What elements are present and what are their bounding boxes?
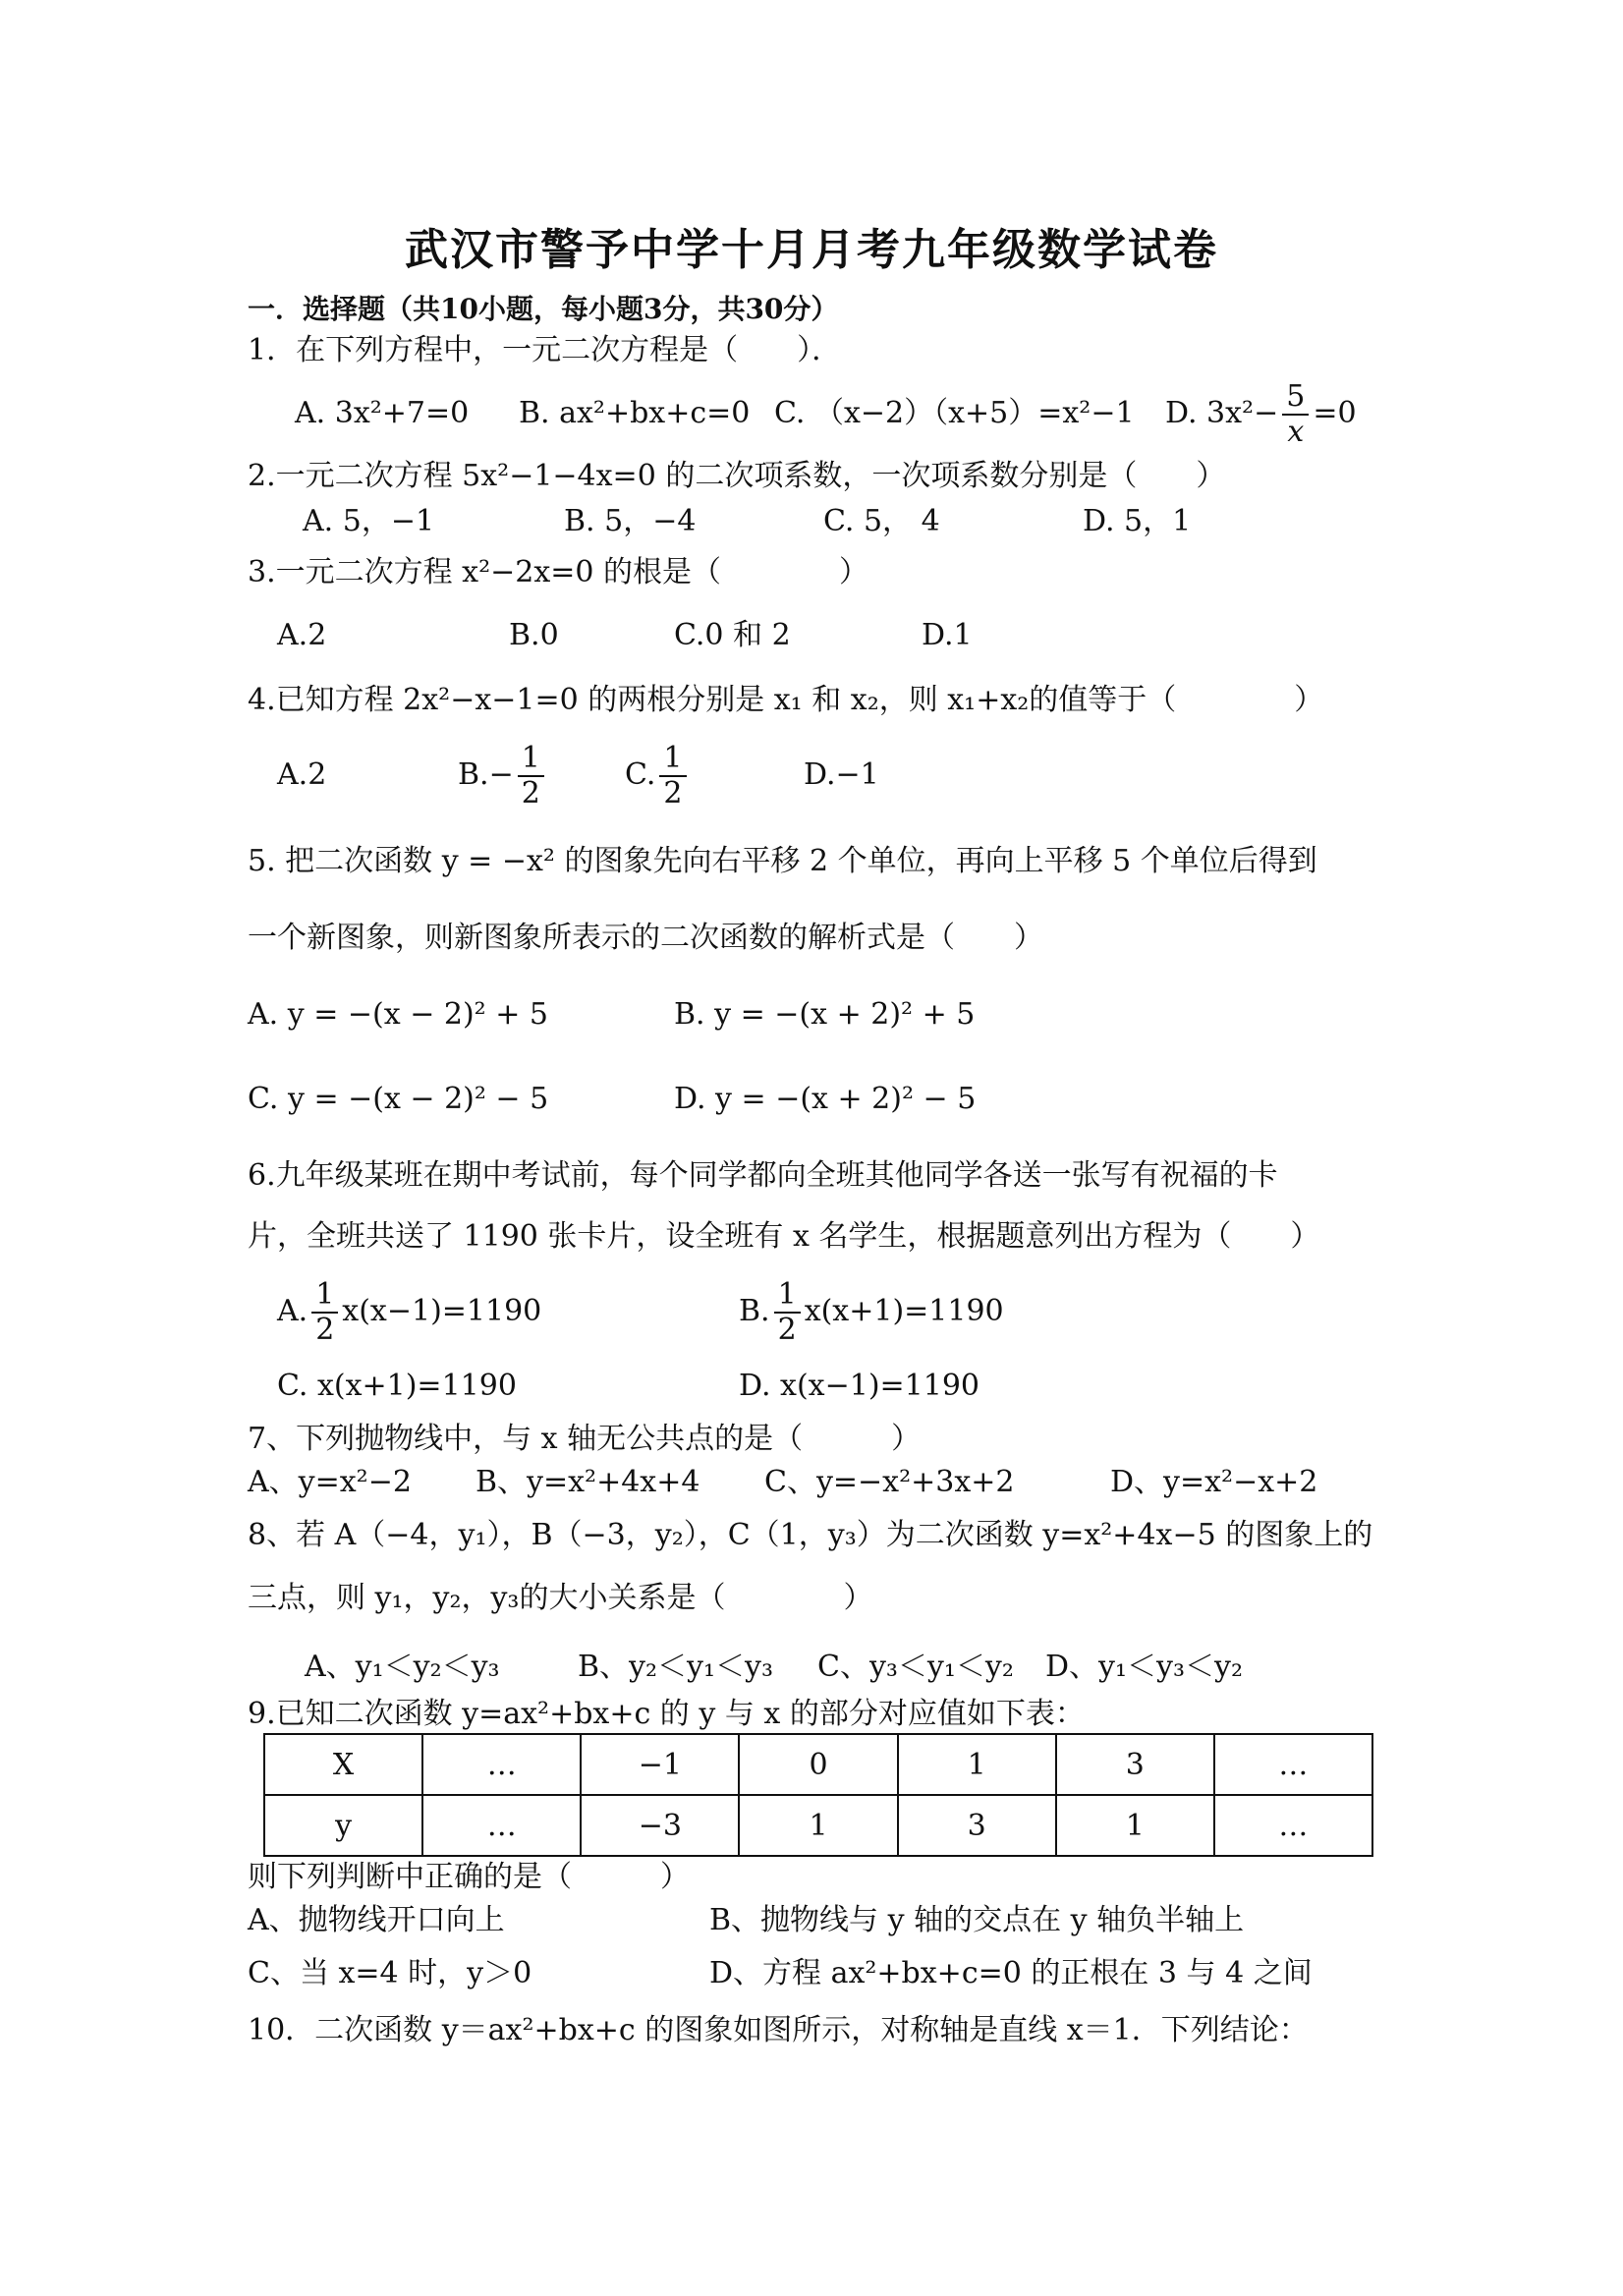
table-cell: … bbox=[1214, 1795, 1372, 1856]
question-5-stem-line-2: 一个新图象，则新图象所表示的二次函数的解析式是（ ） bbox=[248, 921, 1043, 955]
question-1-option-c: C. （x−2）（x+5）=x²−1 bbox=[774, 396, 1135, 430]
question-3-option-c: C.0 和 2 bbox=[674, 618, 791, 652]
question-8-option-a: A、y₁＜y₂＜y₃ bbox=[305, 1650, 500, 1684]
question-3-stem: 3.一元二次方程 x²−2x=0 的根是（ ） bbox=[248, 555, 869, 589]
table-cell: −3 bbox=[581, 1795, 739, 1856]
question-1-stem: 1．在下列方程中，一元二次方程是（ ）． bbox=[248, 333, 842, 367]
question-2-option-a: A. 5，−1 bbox=[303, 504, 435, 538]
option-d-suffix: =0 bbox=[1313, 396, 1357, 430]
option-d-prefix: D. 3x²− bbox=[1165, 396, 1279, 430]
table-cell: 0 bbox=[739, 1734, 897, 1795]
question-9-option-d: D、方程 ax²+bx+c=0 的正根在 3 与 4 之间 bbox=[709, 1956, 1313, 1990]
question-1-option-b: B. ax²+bx+c=0 bbox=[519, 396, 751, 430]
table-cell: 1 bbox=[898, 1734, 1056, 1795]
question-2-stem: 2.一元二次方程 5x²−1−4x=0 的二次项系数，一次项系数分别是（ ） bbox=[248, 459, 1226, 493]
question-4-option-d: D.−1 bbox=[804, 757, 879, 792]
option-b-prefix: B.− bbox=[458, 757, 514, 792]
table-cell: 1 bbox=[1056, 1795, 1214, 1856]
question-7-option-b: B、y=x²+4x+4 bbox=[476, 1465, 700, 1499]
question-5-option-d: D. y = −(x + 2)² − 5 bbox=[674, 1082, 977, 1116]
table-cell: 1 bbox=[739, 1795, 897, 1856]
question-10-stem: 10．二次函数 y＝ax²+bx+c 的图象如图所示，对称轴是直线 x＝1．下列结论： bbox=[248, 2013, 1309, 2047]
question-1-option-d bbox=[1165, 375, 1357, 452]
option-c-prefix: C. bbox=[625, 757, 656, 792]
fraction bbox=[774, 1278, 801, 1347]
question-2-option-d: D. 5，1 bbox=[1083, 504, 1192, 538]
question-6-stem-line-2: 片，全班共送了 1190 张卡片，设全班有 x 名学生，根据题意列出方程为（ ） bbox=[248, 1219, 1320, 1254]
question-6-option-b bbox=[739, 1275, 1004, 1348]
question-9-option-b: B、抛物线与 y 轴的交点在 y 轴负半轴上 bbox=[709, 1903, 1245, 1937]
denominator: 2 bbox=[315, 1313, 335, 1347]
option-a-suffix: x(x−1)=1190 bbox=[342, 1294, 542, 1328]
denominator: 2 bbox=[663, 776, 683, 811]
question-3-option-a: A.2 bbox=[277, 618, 327, 652]
table-cell: … bbox=[422, 1795, 581, 1856]
question-5-option-a: A. y = −(x − 2)² + 5 bbox=[248, 997, 548, 1032]
question-6-stem-line-1: 6.九年级某班在期中考试前，每个同学都向全班其他同学各送一张写有祝福的卡 bbox=[248, 1158, 1278, 1193]
table-cell: … bbox=[1214, 1734, 1372, 1795]
question-5-stem-line-1: 5. 把二次函数 y = −x² 的图象先向右平移 2 个单位，再向上平移 5 个单位后得到 bbox=[248, 844, 1317, 878]
table-cell: … bbox=[422, 1734, 581, 1795]
question-7-option-c: C、y=−x²+3x+2 bbox=[764, 1465, 1015, 1499]
option-b-suffix: x(x+1)=1190 bbox=[804, 1294, 1004, 1328]
fraction bbox=[518, 742, 544, 811]
question-4-stem: 4.已知方程 2x²−x−1=0 的两根分别是 x₁ 和 x₂，则 x₁+x₂的值等于（ ） bbox=[248, 683, 1324, 717]
table-row bbox=[264, 1734, 1372, 1795]
question-9-prompt: 则下列判断中正确的是（ ） bbox=[248, 1860, 690, 1894]
question-8-option-b: B、y₂＜y₁＜y₃ bbox=[578, 1650, 773, 1684]
numerator: 5 bbox=[1282, 380, 1309, 416]
option-b-prefix: B. bbox=[739, 1294, 770, 1328]
question-9-option-a: A、抛物线开口向上 bbox=[248, 1903, 505, 1937]
question-9-stem: 9.已知二次函数 y=ax²+bx+c 的 y 与 x 的部分对应值如下表： bbox=[248, 1697, 1085, 1731]
numerator: 1 bbox=[774, 1278, 801, 1314]
table-cell: −1 bbox=[581, 1734, 739, 1795]
question-3-option-b: B.0 bbox=[509, 618, 559, 652]
fraction bbox=[659, 742, 686, 811]
question-8-option-d: D、y₁＜y₃＜y₂ bbox=[1045, 1650, 1243, 1684]
numerator: 1 bbox=[311, 1278, 338, 1314]
question-8-option-c: C、y₃＜y₁＜y₂ bbox=[817, 1650, 1014, 1684]
question-8-stem-line-1: 8、若 A（−4，y₁），B（−3，y₂），C（1，y₃）为二次函数 y=x²+4x−5 的图象上的 bbox=[248, 1518, 1373, 1552]
question-5-option-c: C. y = −(x − 2)² − 5 bbox=[248, 1082, 549, 1116]
page-title: 武汉市警予中学十月月考九年级数学试卷 bbox=[405, 225, 1218, 275]
section-heading: 一．选择题（共10小题，每小题3分，共30分） bbox=[248, 293, 839, 325]
question-4-option-a: A.2 bbox=[277, 757, 327, 792]
fraction bbox=[311, 1278, 338, 1347]
denominator: 2 bbox=[521, 776, 540, 811]
question-5-option-b: B. y = −(x + 2)² + 5 bbox=[674, 997, 976, 1032]
question-3-option-d: D.1 bbox=[922, 618, 973, 652]
table-cell: X bbox=[264, 1734, 422, 1795]
value-table bbox=[263, 1733, 1373, 1857]
question-7-stem: 7、下列抛物线中，与 x 轴无公共点的是（ ） bbox=[248, 1422, 922, 1456]
numerator: 1 bbox=[518, 742, 544, 777]
question-4-option-c bbox=[625, 739, 691, 812]
question-6-option-c: C. x(x+1)=1190 bbox=[277, 1369, 517, 1403]
question-1-option-a: A. 3x²+7=0 bbox=[295, 396, 470, 430]
question-2-option-b: B. 5，−4 bbox=[564, 504, 697, 538]
denominator: x bbox=[1287, 415, 1305, 449]
fraction bbox=[1282, 380, 1309, 449]
table-cell: y bbox=[264, 1795, 422, 1856]
question-7-option-a: A、y=x²−2 bbox=[248, 1465, 412, 1499]
denominator: 2 bbox=[777, 1313, 797, 1347]
question-4-option-b bbox=[458, 739, 548, 812]
table-row bbox=[264, 1795, 1372, 1856]
option-a-prefix: A. bbox=[277, 1294, 308, 1328]
question-7-option-d: D、y=x²−x+2 bbox=[1110, 1465, 1318, 1499]
question-2-option-c: C. 5， 4 bbox=[823, 504, 940, 538]
question-8-stem-line-2: 三点，则 y₁，y₂，y₃的大小关系是（ ） bbox=[248, 1581, 873, 1615]
question-6-option-d: D. x(x−1)=1190 bbox=[739, 1369, 980, 1403]
table-cell: 3 bbox=[898, 1795, 1056, 1856]
question-6-option-a bbox=[277, 1275, 541, 1348]
numerator: 1 bbox=[659, 742, 686, 777]
table-cell: 3 bbox=[1056, 1734, 1214, 1795]
question-9-option-c: C、当 x=4 时，y＞0 bbox=[248, 1956, 532, 1990]
